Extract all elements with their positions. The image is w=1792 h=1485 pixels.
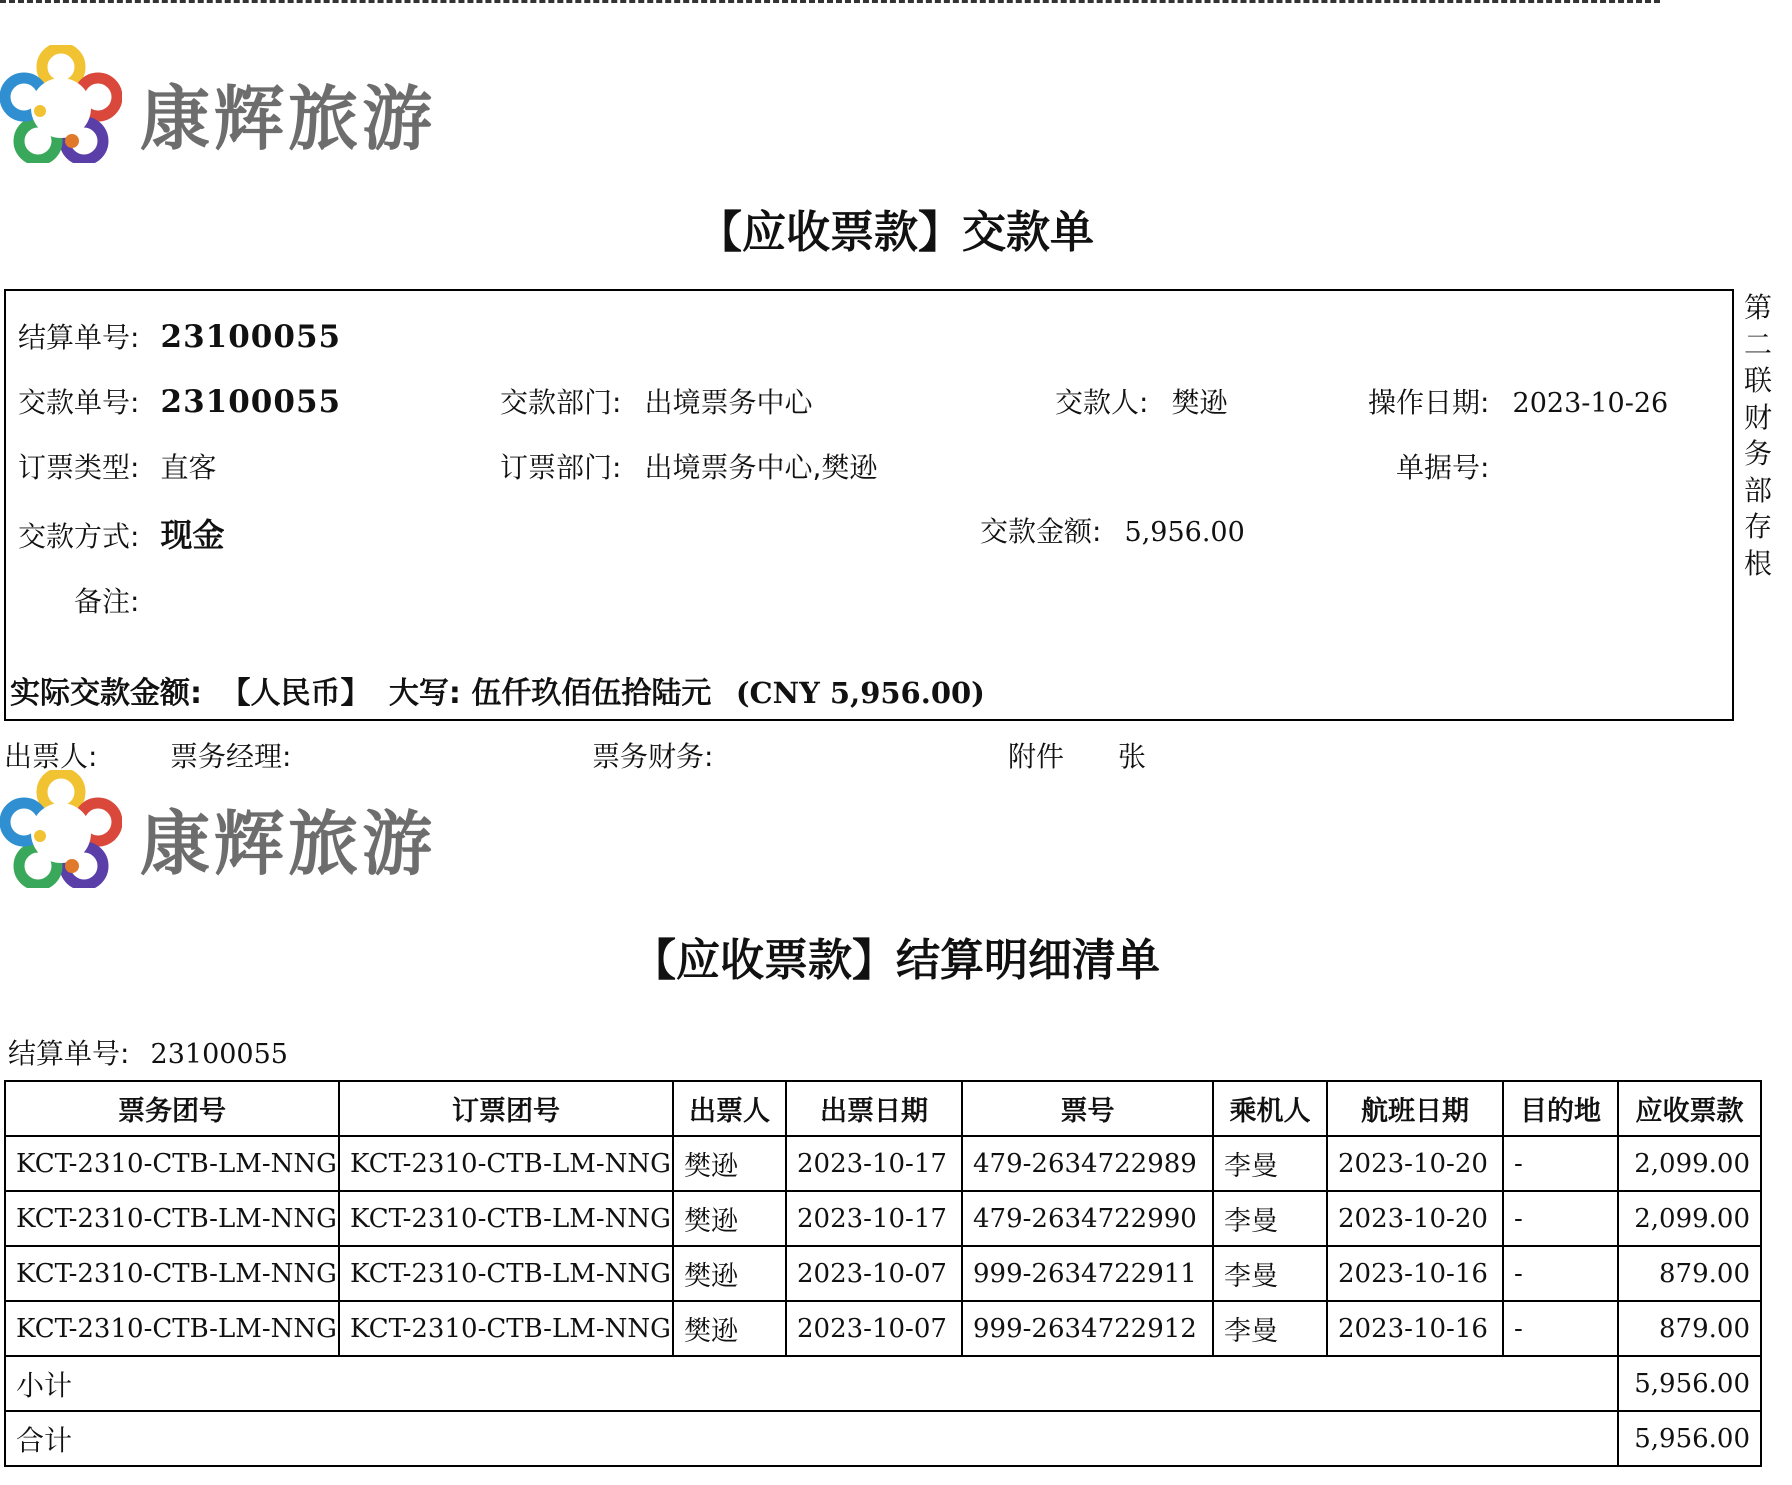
- attachment-unit: 张: [1118, 740, 1147, 773]
- table-cell: 2023-10-07: [786, 1246, 962, 1301]
- table-cell: 2023-10-16: [1327, 1301, 1503, 1356]
- column-header: 乘机人: [1213, 1081, 1327, 1136]
- amount-label: 交款金额:: [980, 515, 1102, 548]
- actual-upper-label: 大写:: [388, 676, 461, 711]
- company-logo: [0, 45, 436, 165]
- detail-settlement-no-label: 结算单号:: [8, 1037, 130, 1070]
- actual-cny-value: (CNY 5,956.00): [735, 676, 985, 710]
- copy-label-char: 二: [1743, 327, 1772, 361]
- actual-upper-value: 伍仟玖佰伍拾陆元: [471, 676, 712, 711]
- table-cell: -: [1503, 1136, 1618, 1191]
- payer-value: 樊逊: [1171, 386, 1228, 419]
- brand-name: 康辉旅游: [140, 78, 436, 160]
- pay-method-value: 现金: [160, 516, 225, 554]
- column-header: 应收票款: [1618, 1081, 1761, 1136]
- table-cell: 999-2634722911: [962, 1246, 1213, 1301]
- issuer-signature-label: 出票人:: [4, 740, 98, 773]
- table-row: [5, 1246, 1761, 1301]
- op-date-label: 操作日期:: [1368, 386, 1490, 419]
- doc-no-field: [1396, 446, 1489, 486]
- pay-dept-value: 出境票务中心: [644, 386, 813, 419]
- finance-signature-label: 票务财务:: [592, 740, 714, 773]
- table-cell: KCT-2310-CTB-LM-NNG: [5, 1246, 339, 1301]
- table-cell: -: [1503, 1191, 1618, 1246]
- copy-label: [1740, 290, 1776, 582]
- actual-amount-line: [10, 668, 985, 712]
- detail-title: 【应收票款】结算明细清单: [632, 935, 1160, 986]
- booking-dept-field: [500, 446, 877, 486]
- payment-no-label: 交款单号:: [18, 386, 140, 419]
- tear-line: [0, 0, 1660, 3]
- detail-settlement-no-field: [8, 1032, 288, 1072]
- copy-label-char: 根: [1743, 546, 1772, 580]
- actual-amount-label: 实际交款金额:: [10, 676, 202, 711]
- table-row: [5, 1136, 1761, 1191]
- amount-field: [980, 510, 1245, 550]
- table-cell: -: [1503, 1246, 1618, 1301]
- pay-dept-field: [500, 381, 813, 421]
- table-row: [5, 1301, 1761, 1356]
- table-cell: 2023-10-17: [786, 1136, 962, 1191]
- table-cell: 2,099.00: [1618, 1136, 1761, 1191]
- total-row: [5, 1411, 1761, 1466]
- total-label: 合计: [5, 1411, 1618, 1466]
- doc-no-label: 单据号:: [1396, 451, 1490, 484]
- pay-method-label: 交款方式:: [18, 520, 140, 553]
- flower-logo-icon: [0, 45, 122, 163]
- table-cell: 879.00: [1618, 1301, 1761, 1356]
- table-cell: 479-2634722989: [962, 1136, 1213, 1191]
- booking-dept-value: 出境票务中心,樊逊: [644, 451, 878, 484]
- table-cell: 李曼: [1213, 1301, 1327, 1356]
- column-header: 票号: [962, 1081, 1213, 1136]
- table-cell: 李曼: [1213, 1191, 1327, 1246]
- table-cell: KCT-2310-CTB-LM-NNG: [5, 1301, 339, 1356]
- copy-label-char: 存: [1743, 510, 1772, 543]
- table-cell: KCT-2310-CTB-LM-NNG: [339, 1246, 673, 1301]
- booking-dept-label: 订票部门:: [500, 451, 622, 484]
- total-value: 5,956.00: [1618, 1411, 1761, 1466]
- subtotal-label: 小计: [5, 1356, 1618, 1411]
- table-cell: 879.00: [1618, 1246, 1761, 1301]
- table-cell: 樊逊: [673, 1301, 786, 1356]
- actual-currency: 【人民币】: [220, 676, 371, 711]
- pay-dept-label: 交款部门:: [500, 386, 622, 419]
- table-header-row: [5, 1081, 1761, 1136]
- booking-type-field: [18, 446, 217, 486]
- table-cell: KCT-2310-CTB-LM-NNG: [5, 1191, 339, 1246]
- subtotal-row: [5, 1356, 1761, 1411]
- table-cell: 479-2634722990: [962, 1191, 1213, 1246]
- table-cell: 999-2634722912: [962, 1301, 1213, 1356]
- payment-no-field: [18, 381, 341, 421]
- brand-name: 康辉旅游: [140, 803, 436, 885]
- payment-no-value: 23100055: [160, 384, 342, 420]
- table-cell: 李曼: [1213, 1136, 1327, 1191]
- op-date-value: 2023-10-26: [1512, 388, 1669, 419]
- op-date-field: [1368, 381, 1668, 421]
- table-cell: 樊逊: [673, 1191, 786, 1246]
- table-cell: KCT-2310-CTB-LM-NNG: [339, 1301, 673, 1356]
- table-cell: 2023-10-07: [786, 1301, 962, 1356]
- copy-label-char: 财: [1743, 400, 1772, 434]
- settlement-no-label: 结算单号:: [18, 321, 140, 354]
- payer-field: [1055, 381, 1228, 421]
- booking-type-label: 订票类型:: [18, 451, 140, 484]
- copy-label-char: 务: [1743, 437, 1772, 470]
- remark-field: [74, 580, 139, 620]
- booking-type-value: 直客: [160, 451, 217, 484]
- table-cell: 李曼: [1213, 1246, 1327, 1301]
- remark-label: 备注:: [74, 585, 140, 618]
- copy-label-char: 第: [1743, 291, 1772, 324]
- column-header: 出票日期: [786, 1081, 962, 1136]
- subtotal-value: 5,956.00: [1618, 1356, 1761, 1411]
- table-cell: KCT-2310-CTB-LM-NNG: [339, 1191, 673, 1246]
- table-cell: 2023-10-20: [1327, 1136, 1503, 1191]
- table-cell: 樊逊: [673, 1246, 786, 1301]
- settlement-no-value: 23100055: [160, 319, 342, 355]
- payer-label: 交款人:: [1055, 386, 1149, 419]
- settlement-no-field: [18, 316, 341, 356]
- attachment-label: 附件: [1008, 740, 1065, 773]
- table-cell: KCT-2310-CTB-LM-NNG: [5, 1136, 339, 1191]
- column-header: 订票团号: [339, 1081, 673, 1136]
- settlement-detail-table: [4, 1080, 1762, 1467]
- flower-logo-icon: [0, 770, 122, 888]
- table-cell: 2,099.00: [1618, 1191, 1761, 1246]
- table-cell: 樊逊: [673, 1136, 786, 1191]
- detail-settlement-no-value: 23100055: [150, 1039, 288, 1070]
- column-header: 出票人: [673, 1081, 786, 1136]
- table-cell: 2023-10-20: [1327, 1191, 1503, 1246]
- column-header: 航班日期: [1327, 1081, 1503, 1136]
- copy-label-char: 联: [1743, 364, 1772, 397]
- amount-value: 5,956.00: [1124, 517, 1245, 548]
- copy-label-char: 部: [1743, 473, 1772, 507]
- table-cell: -: [1503, 1301, 1618, 1356]
- table-cell: 2023-10-17: [786, 1191, 962, 1246]
- table-cell: 2023-10-16: [1327, 1246, 1503, 1301]
- receipt-title: 【应收票款】交款单: [698, 207, 1094, 258]
- column-header: 票务团号: [5, 1081, 339, 1136]
- company-logo-2: [0, 770, 436, 890]
- manager-signature-label: 票务经理:: [170, 740, 292, 773]
- column-header: 目的地: [1503, 1081, 1618, 1136]
- table-row: [5, 1191, 1761, 1246]
- table-cell: KCT-2310-CTB-LM-NNG: [339, 1136, 673, 1191]
- pay-method-field: [18, 510, 225, 556]
